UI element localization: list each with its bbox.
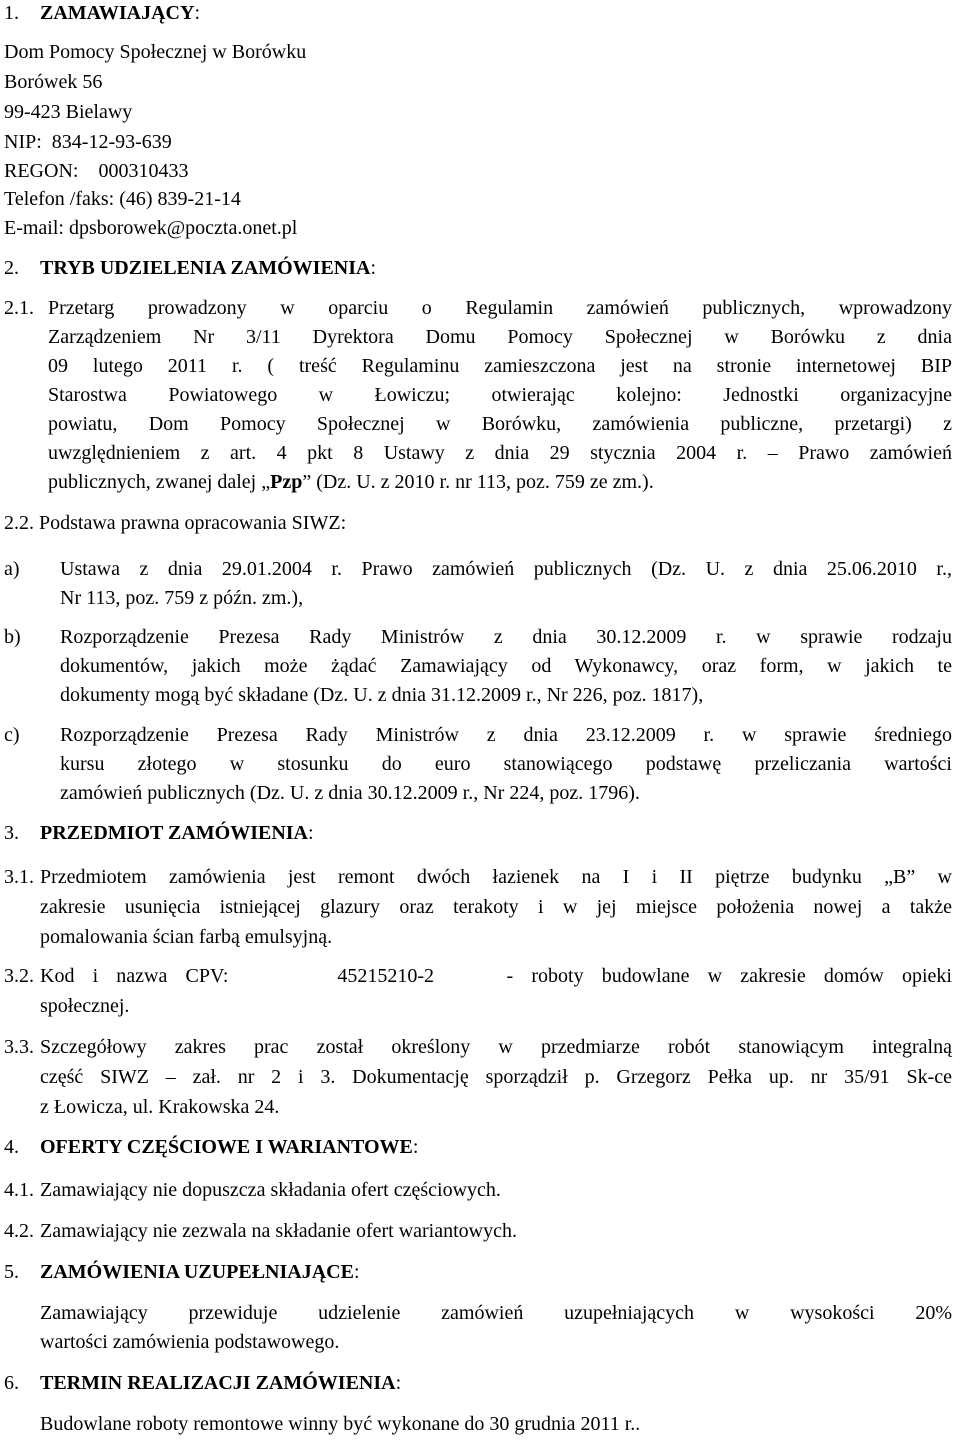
paragraph-3-2-number: 3.2. (4, 965, 34, 987)
paragraph-line: Zarządzeniem Nr 3/11 Dyrektora Domu Pomocy Społecznej w Borówku z dnia (48, 326, 952, 348)
pzp-abbreviation: Pzp (270, 471, 303, 493)
contact-nip: NIP: 834-12-93-639 (4, 131, 172, 153)
section-1-heading: ZAMAWIAJĄCY: (40, 2, 201, 24)
paragraph-4-2-number: 4.2. (4, 1220, 34, 1242)
section-5-title: ZAMÓWIENIA UZUPEŁNIAJĄCE (40, 1261, 354, 1283)
list-label-c: c) (4, 724, 20, 746)
paragraph-line: Szczegółowy zakres prac został określony w przedmiarze robót stanowiącym integralną (40, 1036, 952, 1058)
section-3-heading: PRZEDMIOT ZAMÓWIENIA: (40, 822, 314, 844)
section-4-title: OFERTY CZĘŚCIOWE I WARIANTOWE (40, 1136, 413, 1158)
paragraph-3-1-number: 3.1. (4, 866, 34, 888)
list-item-c-line: Rozporządzenie Prezesa Rady Ministrów z dnia 23.12.2009 r. w sprawie średniego (60, 724, 952, 746)
list-item-a-line: Nr 113, poz. 759 z późn. zm.), (60, 587, 304, 609)
paragraph-2-1-number: 2.1. (4, 297, 34, 319)
list-item-c-line: kursu złotego w stosunku do euro stanowiącego podstawę przeliczania wartości (60, 753, 952, 775)
section-2-heading: TRYB UDZIELENIA ZAMÓWIENIA: (40, 257, 377, 279)
paragraph-line: część SIWZ – zał. nr 2 i 3. Dokumentację sporządził p. Grzegorz Pełka up. nr 35/91 Sk-ce (40, 1066, 952, 1088)
paragraph-line: zakresie usunięcia istniejącej glazury oraz terakoty i w jej miejsce położenia nowej a także (40, 896, 952, 918)
paragraph-line: społecznej. (40, 995, 130, 1017)
paragraph-line: Kod i nazwa CPV: 45215210-2 - roboty budowlane w zakresie domów opieki (40, 965, 952, 987)
section-6-number: 6. (4, 1372, 19, 1394)
section-6-body: Budowlane roboty remontowe winny być wykonane do 30 grudnia 2011 r.. (40, 1413, 641, 1435)
contact-email: E-mail: dpsborowek@poczta.onet.pl (4, 217, 298, 239)
paragraph-line: Przedmiotem zamówienia jest remont dwóch łazienek na I i II piętrze budynku „B” w (40, 866, 952, 888)
paragraph-line: Starostwa Powiatowego w Łowiczu; otwierając kolejno: Jednostki organizacyjne (48, 384, 952, 406)
list-item-b-line: dokumentów, jakich może żądać Zamawiający od Wykonawcy, oraz form, w jakich te (60, 655, 952, 677)
paragraph-line: pomalowania ścian farbą emulsyjną. (40, 926, 333, 948)
contact-address: Borówek 56 (4, 71, 103, 93)
paragraph-3-3-number: 3.3. (4, 1036, 34, 1058)
paragraph-4-1: Zamawiający nie dopuszcza składania ofert częściowych. (40, 1179, 501, 1201)
section-4-number: 4. (4, 1136, 19, 1158)
section-3-title: PRZEDMIOT ZAMÓWIENIA (40, 822, 308, 844)
list-item-c-line: zamówień publicznych (Dz. U. z dnia 30.12.2009 r., Nr 224, poz. 1796). (60, 782, 640, 804)
section-4-heading: OFERTY CZĘŚCIOWE I WARIANTOWE: (40, 1136, 419, 1158)
list-item-a-line: Ustawa z dnia 29.01.2004 r. Prawo zamówień publicznych (Dz. U. z dnia 25.06.2010 r., (60, 558, 952, 580)
section-6-title: TERMIN REALIZACJI ZAMÓWIENIA (40, 1372, 396, 1394)
section-5-heading: ZAMÓWIENIA UZUPEŁNIAJĄCE: (40, 1261, 360, 1283)
paragraph-line: z Łowicza, ul. Krakowska 24. (40, 1096, 280, 1118)
contact-name: Dom Pomocy Społecznej w Borówku (4, 41, 307, 63)
paragraph-line: Zamawiający przewiduje udzielenie zamówień uzupełniających w wysokości 20% (40, 1302, 952, 1324)
contact-postal: 99-423 Bielawy (4, 101, 133, 123)
paragraph-4-2: Zamawiający nie zezwala na składanie ofert wariantowych. (40, 1220, 517, 1242)
section-2-title: TRYB UDZIELENIA ZAMÓWIENIA (40, 257, 371, 279)
paragraph-line: Przetarg prowadzony w oparciu o Regulamin zamówień publicznych, wprowadzony (48, 297, 952, 319)
section-1-title: ZAMAWIAJĄCY (40, 2, 195, 24)
paragraph-4-1-number: 4.1. (4, 1179, 34, 1201)
paragraph-line: 09 lutego 2011 r. ( treść Regulaminu zamieszczona jest na stronie internetowej BIP (48, 355, 952, 377)
section-1-number: 1. (4, 2, 19, 24)
list-label-a: a) (4, 558, 20, 580)
paragraph-line: publicznych, zwanej dalej „Pzp” (Dz. U. z 2010 r. nr 113, poz. 759 ze zm.). (48, 471, 654, 493)
section-6-heading: TERMIN REALIZACJI ZAMÓWIENIA: (40, 1372, 402, 1394)
contact-phone: Telefon /faks: (46) 839-21-14 (4, 188, 241, 210)
list-label-b: b) (4, 626, 21, 648)
contact-regon: REGON: 000310433 (4, 160, 189, 182)
paragraph-line: powiatu, Dom Pomocy Społecznej w Borówku, zamówienia publiczne, przetargi) z (48, 413, 952, 435)
list-item-b-line: dokumenty mogą być składane (Dz. U. z dnia 31.12.2009 r., Nr 226, poz. 1817), (60, 684, 704, 706)
section-5-number: 5. (4, 1261, 19, 1283)
paragraph-line: uwzględnieniem z art. 4 pkt 8 Ustawy z dnia 29 stycznia 2004 r. – Prawo zamówień (48, 442, 952, 464)
list-item-b-line: Rozporządzenie Prezesa Rady Ministrów z dnia 30.12.2009 r. w sprawie rodzaju (60, 626, 952, 648)
paragraph-line: wartości zamówienia podstawowego. (40, 1331, 340, 1353)
paragraph-2-2-heading: 2.2. Podstawa prawna opracowania SIWZ: (4, 512, 347, 534)
section-2-number: 2. (4, 257, 19, 279)
section-3-number: 3. (4, 822, 19, 844)
